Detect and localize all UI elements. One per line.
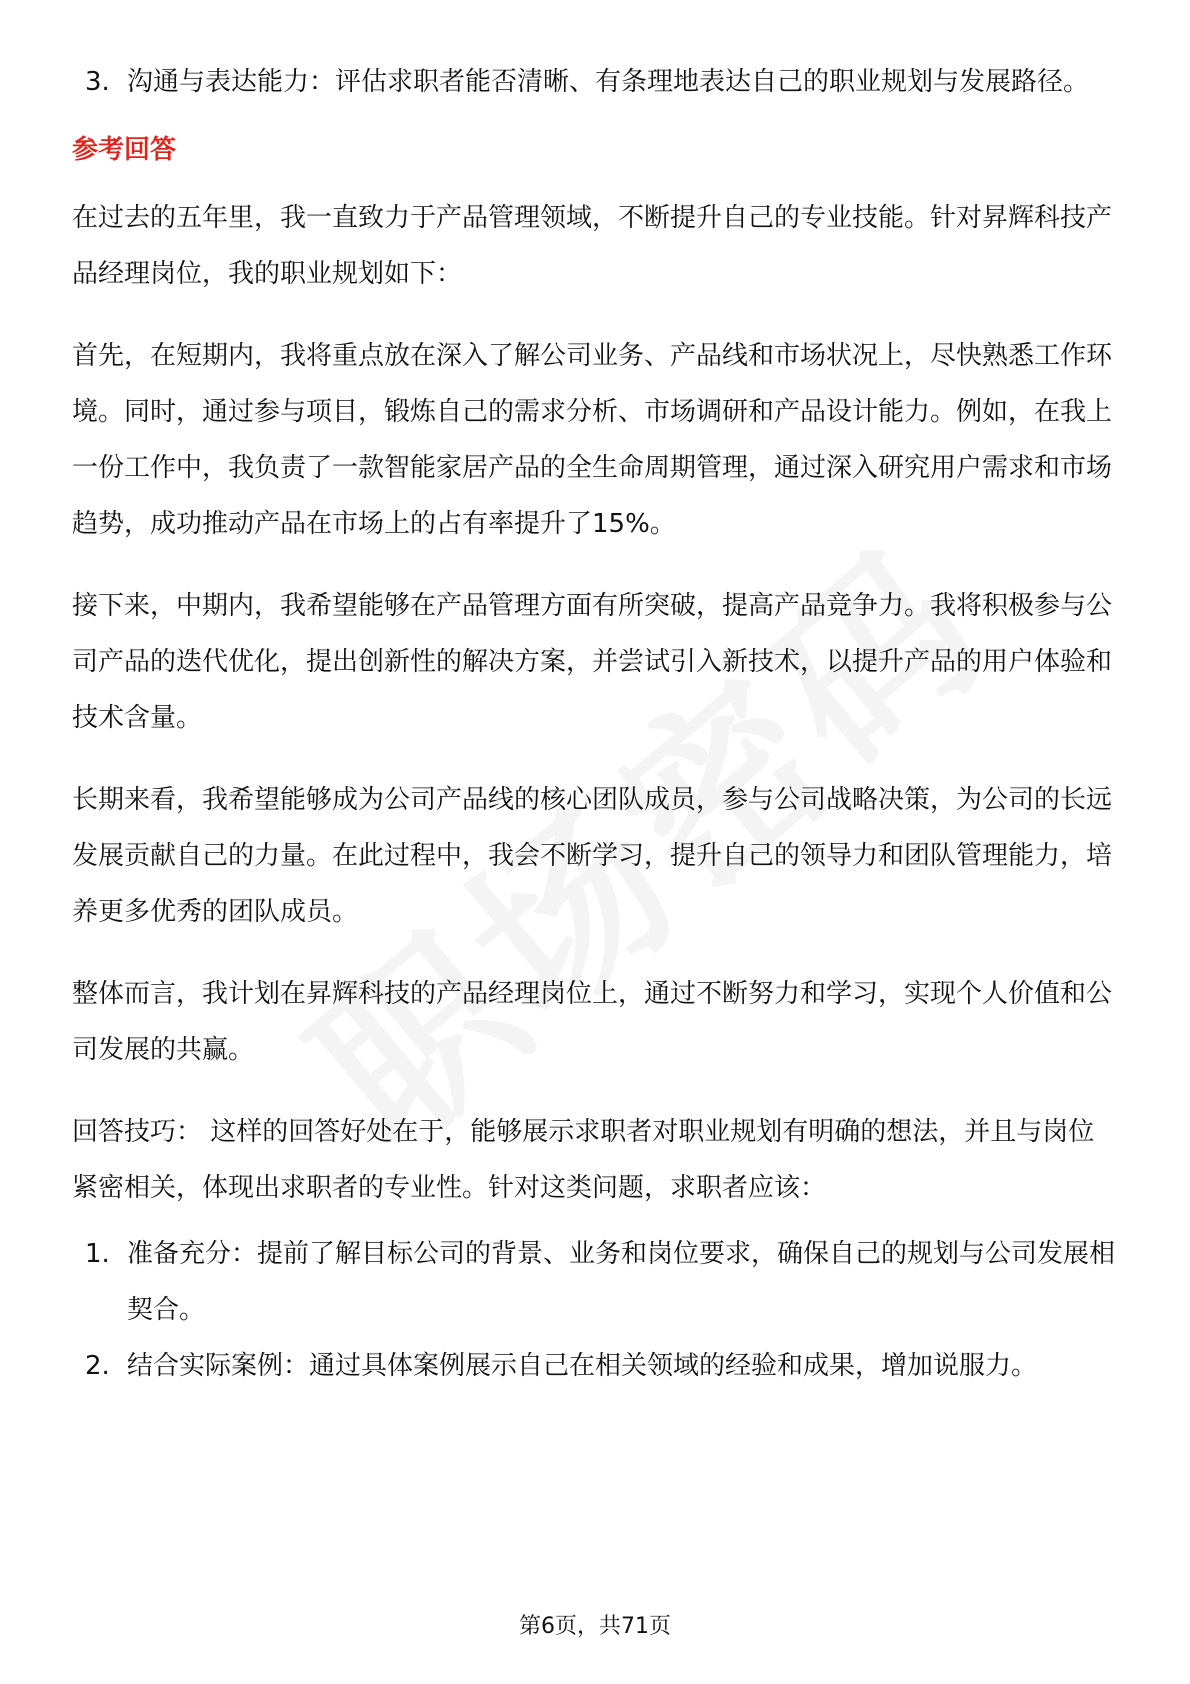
list-item-number: 1. bbox=[85, 1239, 110, 1269]
page-number-footer: 第6页，共71页 bbox=[519, 1614, 671, 1639]
paragraph-mid-term: 接下来，中期内，我希望能够在产品管理方面有所突破，提高产品竞争力。我将积极参与公司产品的迭代优化，提出创新性的解决方案，并尝试引入新技术，以提升产品的用户体验和技术含量。 bbox=[72, 591, 1113, 733]
list-item-text: 沟通与表达能力：评估求职者能否清晰、有条理地表达自己的职业规划与发展路径。 bbox=[127, 67, 1090, 97]
paragraph-answer-tips: 回答技巧： 这样的回答好处在于，能够展示求职者对职业规划有明确的想法，并且与岗位紧密相关，体现出求职者的专业性。针对这类问题，求职者应该： bbox=[72, 1117, 1095, 1203]
list-item-tip bbox=[72, 1226, 1118, 1338]
list-item-communication bbox=[72, 54, 1118, 110]
paragraph-long-term: 长期来看，我希望能够成为公司产品线的核心团队成员，参与公司战略决策，为公司的长远发展贡献自己的力量。在此过程中，我会不断学习，提升自己的领导力和团队管理能力，培养更多优秀的团队成员。 bbox=[72, 785, 1113, 927]
paragraph-summary: 整体而言，我计划在昇辉科技的产品经理岗位上，通过不断努力和学习，实现个人价值和公司发展的共赢。 bbox=[72, 979, 1113, 1065]
list-item-text: 结合实际案例：通过具体案例展示自己在相关领域的经验和成果，增加说服力。 bbox=[127, 1351, 1038, 1381]
page-content bbox=[72, 54, 1118, 1394]
paragraph-short-term: 首先，在短期内，我将重点放在深入了解公司业务、产品线和市场状况上，尽快熟悉工作环境。同时，通过参与项目，锻炼自己的需求分析、市场调研和产品设计能力。例如，在我上一份工作中，我负责了一款智能家居产品的全生命周期管理，通过深入研究用户需求和市场趋势，成功推动产品在市场上的占有率提升了15%。 bbox=[72, 341, 1113, 539]
paragraph-intro: 在过去的五年里，我一直致力于产品管理领域，不断提升自己的专业技能。针对昇辉科技产品经理岗位，我的职业规划如下： bbox=[72, 203, 1113, 289]
list-item-text: 准备充分：提前了解目标公司的背景、业务和岗位要求，确保自己的规划与公司发展相契合。 bbox=[127, 1239, 1116, 1325]
list-item-number: 3. bbox=[85, 67, 110, 97]
list-item-number: 2. bbox=[85, 1351, 110, 1381]
list-item-tip bbox=[72, 1338, 1118, 1394]
tips-list bbox=[72, 1226, 1118, 1394]
section-heading: 参考回答 bbox=[72, 135, 177, 165]
